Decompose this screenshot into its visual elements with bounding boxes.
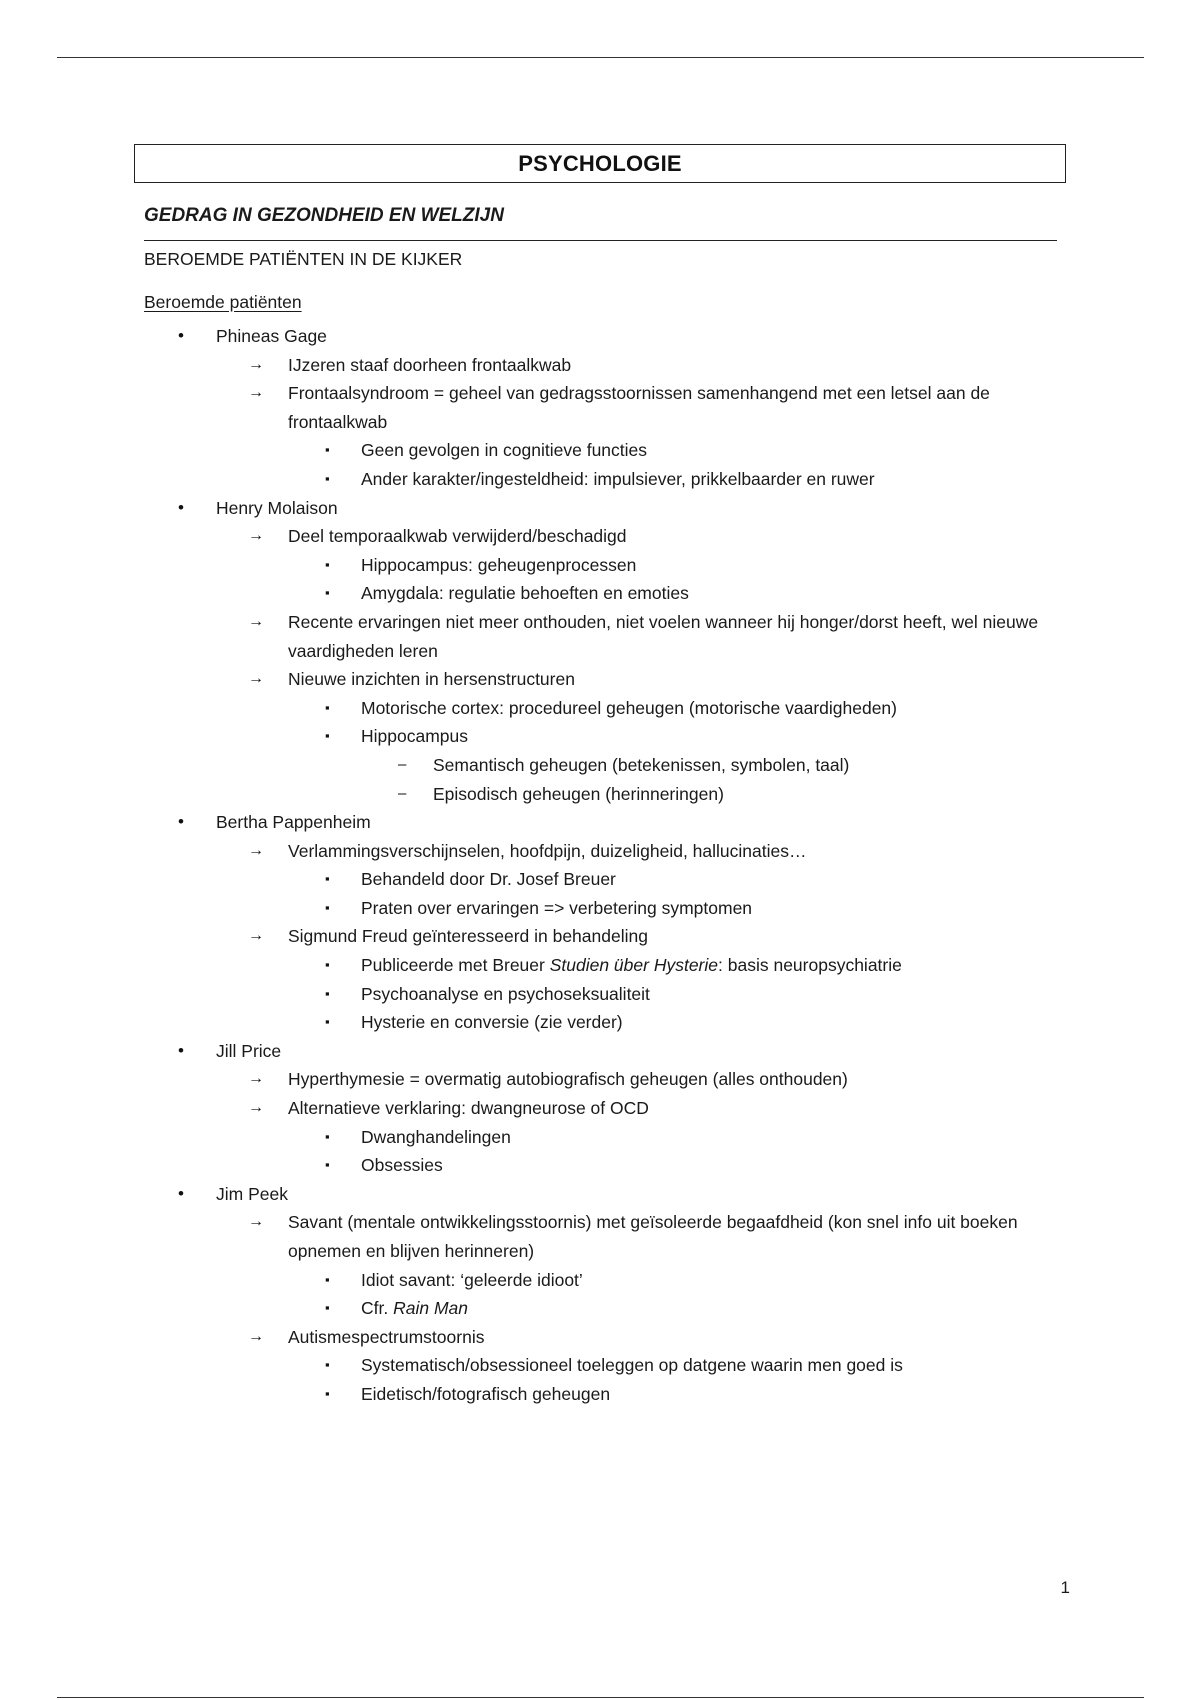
list-item — [134, 894, 1066, 923]
list-marker: → — [248, 927, 264, 945]
page-top-rule — [57, 57, 1144, 58]
list-item — [134, 494, 1066, 523]
document-body — [134, 144, 1066, 1409]
italic-title: Rain Man — [393, 1298, 468, 1319]
list-item — [134, 1208, 1066, 1265]
list-marker: ▪ — [325, 1271, 330, 1287]
list-item — [134, 1008, 1066, 1037]
list-item — [134, 865, 1066, 894]
list-item-text: Deel temporaalkwab verwijderd/beschadigd — [288, 526, 627, 547]
list-marker: ▪ — [325, 728, 330, 744]
list-item — [134, 1151, 1066, 1180]
list-item — [134, 322, 1066, 351]
list-item — [134, 922, 1066, 951]
list-item — [134, 436, 1066, 465]
list-item — [134, 751, 1066, 780]
list-item-text: IJzeren staaf doorheen frontaalkwab — [288, 354, 572, 375]
list-item-text: Eidetisch/fotografisch geheugen — [361, 1383, 611, 1404]
list-item — [134, 1294, 1066, 1323]
text-segment: Publiceerde met Breuer — [361, 955, 550, 976]
list-marker: → — [248, 384, 264, 402]
list-marker: → — [248, 612, 264, 630]
list-item-text: Behandeld door Dr. Josef Breuer — [361, 869, 616, 890]
list-item — [134, 1037, 1066, 1066]
section-divider — [144, 240, 1057, 241]
page-bottom-rule — [57, 1697, 1144, 1698]
list-item-text: Idiot savant: ‘geleerde idioot’ — [361, 1269, 583, 1290]
document-title: PSYCHOLOGIE — [134, 144, 1066, 183]
list-item-text: Verlammingsverschijnselen, hoofdpijn, duizeligheid, hallucinaties… — [288, 840, 807, 861]
list-item-text: Henry Molaison — [216, 497, 338, 518]
list-item-text: Semantisch geheugen (betekenissen, symbolen, taal) — [433, 754, 850, 775]
list-item-text: Psychoanalyse en psychoseksualiteit — [361, 983, 650, 1004]
text-segment: : basis neuropsychiatrie — [718, 955, 902, 976]
list-item — [134, 1351, 1066, 1380]
list-marker: ▪ — [325, 470, 330, 486]
italic-title: Studien über Hysterie — [549, 955, 719, 976]
list-marker: ▪ — [325, 1014, 330, 1030]
list-item — [134, 808, 1066, 837]
section-title: BEROEMDE PATIËNTEN IN DE KIJKER — [144, 249, 463, 269]
list-marker: ▪ — [325, 899, 330, 915]
list-item — [134, 1266, 1066, 1295]
list-item-text: Savant (mentale ontwikkelingsstoornis) met geïsoleerde begaafdheid (kon snel info uit boeken opnemen en blijven herinneren) — [288, 1212, 1018, 1261]
list-marker: → — [248, 355, 264, 373]
list-marker: ▪ — [325, 699, 330, 715]
list-item-text: Geen gevolgen in cognitieve functies — [361, 440, 648, 461]
list-item — [134, 608, 1066, 665]
list-marker: ▪ — [325, 1357, 330, 1373]
page-number: 1 — [1060, 1578, 1070, 1597]
list-item — [134, 1065, 1066, 1094]
list-marker: → — [248, 841, 264, 859]
list-item-text — [361, 1294, 1066, 1323]
list-marker: ▪ — [325, 585, 330, 601]
list-item-text: Episodisch geheugen (herinneringen) — [433, 783, 724, 804]
list-item-text: Amygdala: regulatie behoeften en emoties — [361, 583, 689, 604]
list-item-text: Systematisch/obsessioneel toeleggen op datgene waarin men goed is — [361, 1355, 903, 1376]
list-item-text: Motorische cortex: procedureel geheugen (motorische vaardigheden) — [361, 697, 897, 718]
list-item — [134, 722, 1066, 751]
list-item — [134, 837, 1066, 866]
list-item-text: Hyperthymesie = overmatig autobiografisch geheugen (alles onthouden) — [288, 1069, 848, 1090]
list-marker: • — [178, 812, 184, 832]
list-item-text: Hippocampus: geheugenprocessen — [361, 554, 637, 575]
list-marker: ▪ — [325, 1157, 330, 1173]
list-marker: ▪ — [325, 442, 330, 458]
list-item-text: Obsessies — [361, 1155, 443, 1176]
list-marker: – — [398, 784, 407, 802]
list-item — [134, 694, 1066, 723]
list-marker: • — [178, 326, 184, 345]
list-marker: • — [178, 1183, 184, 1203]
list-item — [134, 1180, 1066, 1209]
list-marker: ▪ — [325, 1385, 330, 1401]
list-item-text: Bertha Pappenheim — [216, 812, 371, 833]
list-marker: ▪ — [325, 556, 330, 572]
list-item — [134, 579, 1066, 608]
list-item-text: Dwanghandelingen — [361, 1126, 511, 1147]
list-item — [134, 1323, 1066, 1352]
list-item — [134, 665, 1066, 694]
list-item-text: Jim Peek — [216, 1183, 288, 1204]
list-marker: → — [248, 1099, 264, 1117]
list-item-text: Sigmund Freud geïnteresseerd in behandeling — [288, 926, 648, 947]
list-item — [134, 1380, 1066, 1409]
list-marker: ▪ — [325, 957, 330, 973]
list-item-text: Nieuwe inzichten in hersenstructuren — [288, 669, 575, 690]
list-marker: → — [248, 670, 264, 688]
list-marker: → — [248, 527, 264, 545]
list-item — [134, 951, 1066, 980]
list-item — [134, 1094, 1066, 1123]
list-item — [134, 1123, 1066, 1152]
list-item-text: Autismespectrumstoornis — [288, 1326, 485, 1347]
list-marker: → — [248, 1070, 264, 1088]
list-item-text: Phineas Gage — [216, 326, 327, 346]
list-marker: ▪ — [325, 1128, 330, 1144]
list-item-text — [361, 951, 1066, 980]
list-item-text: Hippocampus — [361, 726, 468, 747]
list-item-text: Jill Price — [216, 1040, 282, 1061]
text-segment: Cfr. — [361, 1298, 394, 1319]
list-marker: – — [398, 755, 407, 773]
list-item-text: Frontaalsyndroom = geheel van gedragsstoornissen samenhangend met een letsel aan de frontaalkwab — [288, 383, 990, 432]
document-subtitle: GEDRAG IN GEZONDHEID EN WELZIJN — [144, 205, 504, 226]
list-marker: • — [178, 497, 184, 517]
list-item — [134, 522, 1066, 551]
subheading: Beroemde patiënten — [144, 292, 302, 312]
list-item — [134, 351, 1066, 380]
list-marker: ▪ — [325, 985, 330, 1001]
list-item-text: Alternatieve verklaring: dwangneurose of OCD — [288, 1098, 649, 1119]
list-item — [134, 980, 1066, 1009]
list-marker: ▪ — [325, 871, 330, 887]
list-item-text: Recente ervaringen niet meer onthouden, niet voelen wanneer hij honger/dorst heeft, wel nieuwe vaardigheden leren — [288, 611, 1039, 661]
list-item — [134, 465, 1066, 494]
list-marker: → — [248, 1327, 264, 1345]
list-item-text: Praten over ervaringen => verbetering symptomen — [361, 897, 753, 918]
list-marker: • — [178, 1040, 184, 1060]
list-item — [134, 780, 1066, 809]
list-marker: → — [248, 1213, 264, 1231]
list-marker: ▪ — [325, 1300, 330, 1316]
list-item-text: Ander karakter/ingesteldheid: impulsiever, prikkelbaarder en ruwer — [361, 468, 875, 489]
outline-list — [134, 322, 1066, 1409]
list-item — [134, 551, 1066, 580]
list-item — [134, 379, 1066, 436]
list-item-text: Hysterie en conversie (zie verder) — [361, 1012, 623, 1033]
